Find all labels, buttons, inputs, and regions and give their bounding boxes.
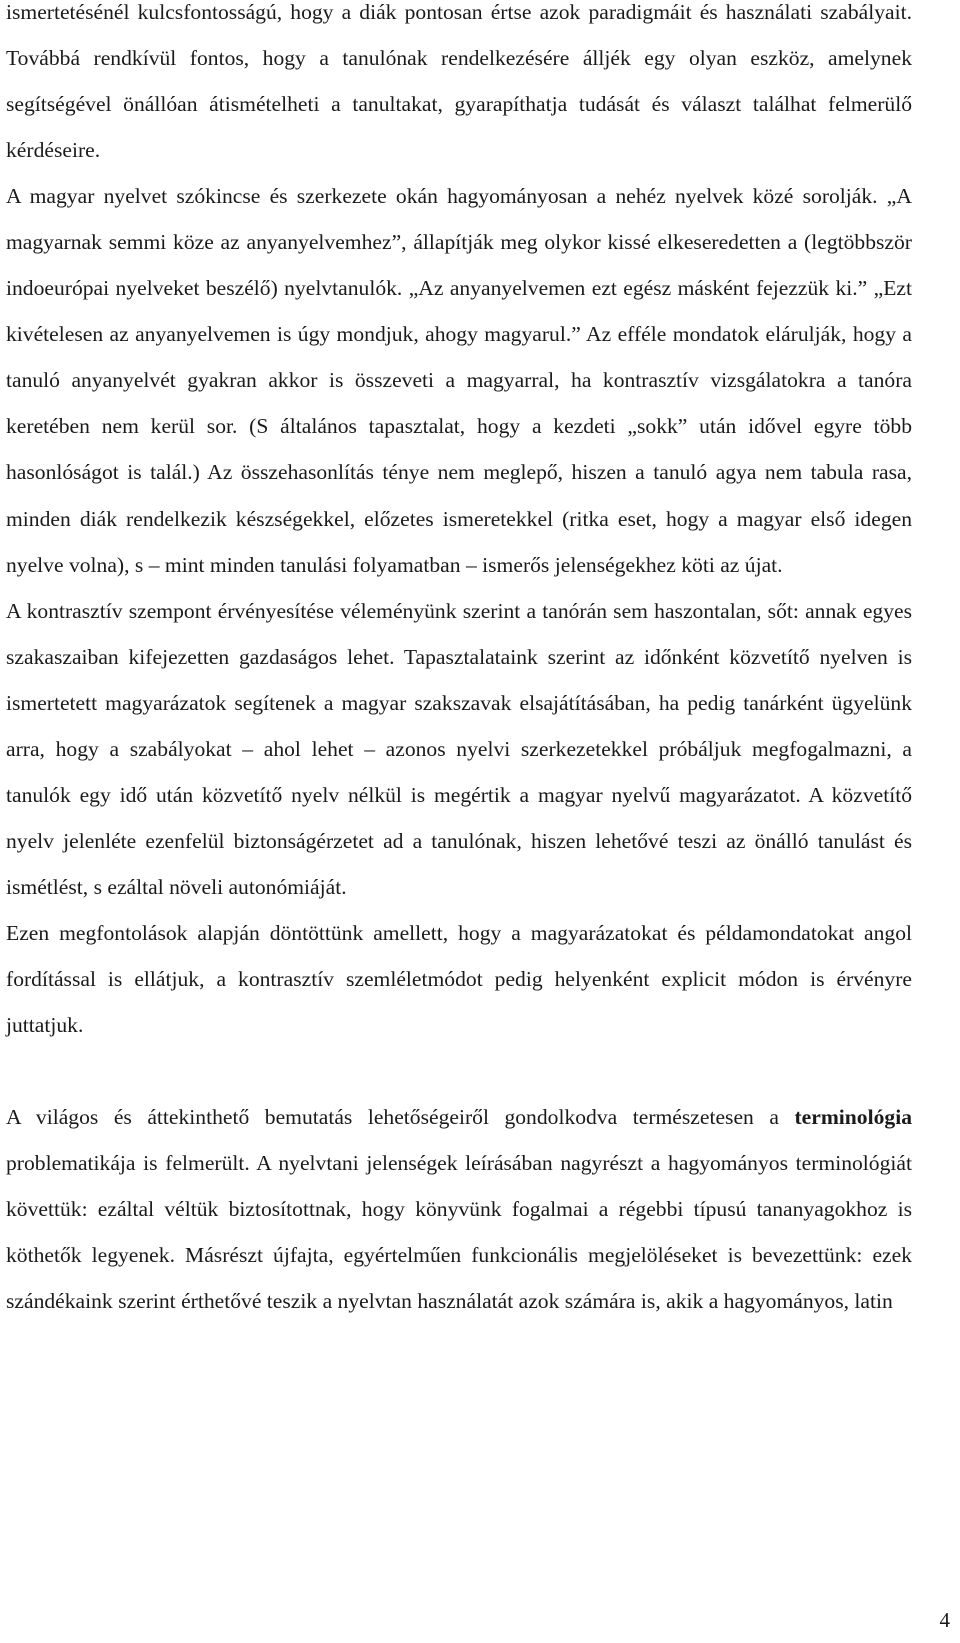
paragraph-study-tools: ismertetésénél kulcsfontosságú, hogy a diák pontosan értse azok paradigmáit és használati szabályait. Továbbá rendkívül fontos, hogy a tanulónak rendelkezésére álljék egy olyan eszköz, amelynek segítségével önállóan átismételheti a tanultakat, gyarapíthatja tudását és választ találhat felmerülő kérdéseire. [6,0,912,163]
document-page [6,0,912,1324]
terminology-intro-text: A világos és áttekinthető bemutatás lehetőségeiről gondolkodva természetesen a [6,1105,795,1130]
terminology-rest-text: problematikája is felmerült. A nyelvtani jelenségek leírásában nagyrészt a hagyományos terminológiát követtük: ezáltal véltük biztosítottnak, hogy könyvünk fogalmai a régebbi típusú tananyagokhoz is köthetők legyenek. Másrészt újfajta, egyértelműen funkcionális megjelöléseket is bevezettünk: ezek szándékaink szerint érthetővé teszik a nyelvtan használatát azok számára is, akik a hagyományos, latin [6,1151,912,1314]
paragraph-contrastive-approach: A kontrasztív szempont érvényesítése véleményünk szerint a tanórán sem haszontalan, sőt: annak egyes szakaszaiban kifejezetten gazdaságos lehet. Tapasztalataink szerint az időnként közvetítő nyelven is ismertetett magyarázatok segítenek a magyar szakszavak elsajátításában, ha pedig tanárként ügyelünk arra, hogy a szabályokat – ahol lehet – azonos nyelvi szerkezetekkel próbáljuk megfogalmazni, a tanulók egy idő után közvetítő nyelv nélkül is megértik a magyar nyelvű magyarázatot. A közvetítő nyelv jelenléte ezenfelül biztonságérzetet ad a tanulónak, hiszen lehetővé teszi az önálló tanulást és ismétlést, s ezáltal növeli autonómiáját. [6,598,912,899]
paragraph-gap [6,1048,912,1094]
terminology-bold-term: terminológia [794,1105,912,1130]
paragraph-hungarian-difficulty: A magyar nyelvet szókincse és szerkezete okán hagyományosan a nehéz nyelvek közé sorolják. „A magyarnak semmi köze az anyanyelvemhez”, állapítják meg olykor kissé elkeseredetten a (legtöbbször indoeurópai nyelveket beszélő) nyelvtanulók. „Az anyanyelvemen ezt egész másként fejezzük ki.” „Ezt kivételesen az anyanyelvemen is úgy mondjuk, ahogy magyarul.” Az efféle mondatok elárulják, hogy a tanuló anyanyelvét gyakran akkor is összeveti a magyarral, ha kontrasztív vizsgálatokra a tanóra keretében nem kerül sor. (S általános tapasztalat, hogy a kezdeti „sokk” után idővel egyre több hasonlóságot is talál.) Az összehasonlítás ténye nem meglepő, hiszen a tanuló agya nem tabula rasa, minden diák rendelkezik készségekkel, előzetes ismeretekkel (ritka eset, hogy a magyar első idegen nyelve volna), s – mint minden tanulási folyamatban – ismerős jelenségekhez köti az újat. [6,184,912,577]
page-number: 4 [939,1608,950,1632]
paragraph-english-translation: Ezen megfontolások alapján döntöttünk amellett, hogy a magyarázatokat és példamondatokat angol fordítással is ellátjuk, a kontrasztív szemléletmódot pedig helyenként explicit módon is érvényre juttatjuk. [6,920,912,1038]
paragraph-terminology [6,1094,912,1324]
